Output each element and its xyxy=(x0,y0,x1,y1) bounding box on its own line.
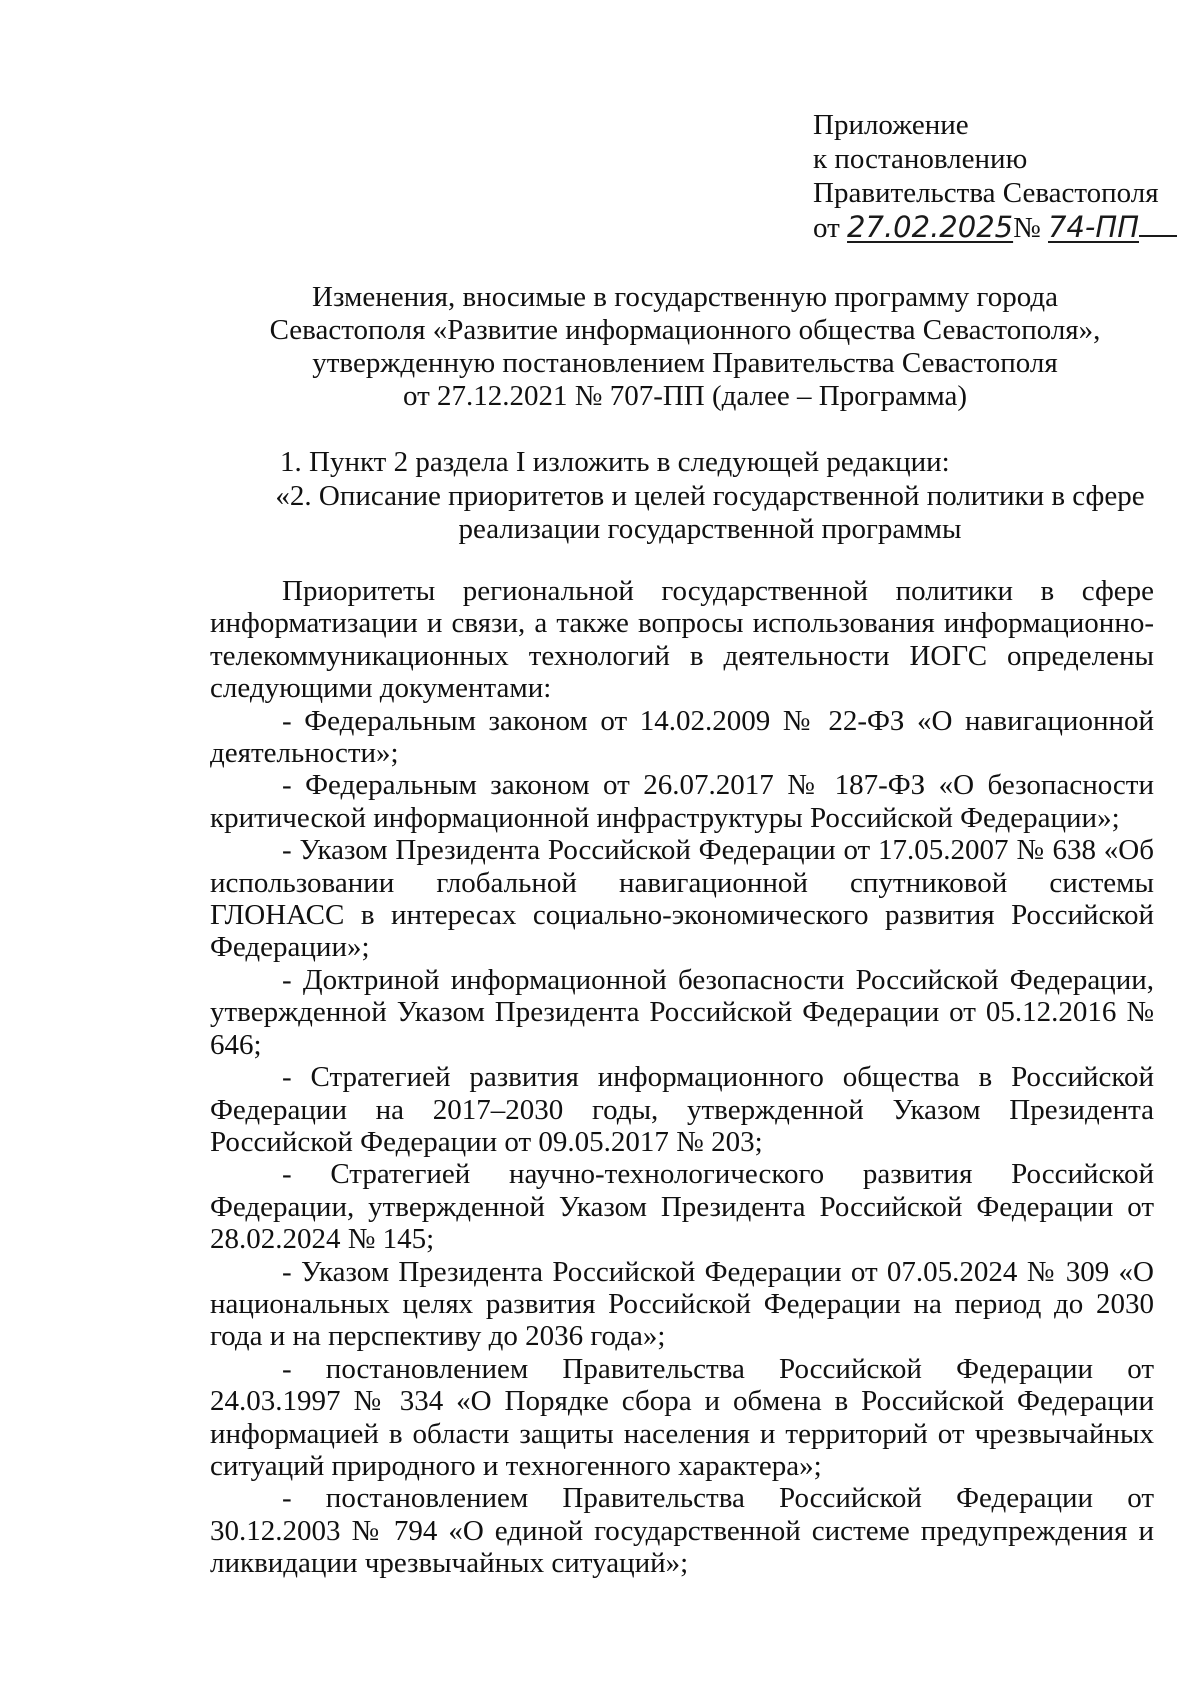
list-item: - Федеральным законом от 26.07.2017 № 187-ФЗ «О безопасности критической информационной инфраструктуры Российской Федерации»; xyxy=(210,769,1154,834)
document-body xyxy=(210,575,1154,1580)
number-underline xyxy=(1139,211,1177,237)
handwritten-date: 27.02.2025 xyxy=(847,210,1014,244)
title-line: от 27.12.2021 № 707-ПП (далее – Программа) xyxy=(403,380,967,412)
item-1: 1. Пункт 2 раздела I изложить в следующей редакции: xyxy=(280,446,950,478)
list-item: - Стратегией развития информационного общества в Российской Федерации на 2017–2030 годы, утвержденной Указом Президента Российской Федерации от 09.05.2017 № 203; xyxy=(210,1061,1154,1158)
list-item: - постановлением Правительства Российской Федерации от 30.12.2003 № 794 «О единой государственной системе предупреждения и ликвидации чрезвычайных ситуаций»; xyxy=(210,1482,1154,1580)
list-item: - Указом Президента Российской Федерации от 17.05.2007 № 638 «Об использовании глобальной навигационной спутниковой системы ГЛОНАСС в интересах социально-экономического развития Российской Федерации»; xyxy=(210,834,1154,964)
date-prefix: от xyxy=(813,212,840,244)
number-prefix: № xyxy=(1013,212,1041,244)
attachment-government-label: Правительства Севастополя xyxy=(813,177,1159,209)
list-item: - Указом Президента Российской Федерации от 07.05.2024 № 309 «О национальных целях развития Российской Федерации на период до 2030 года и на перспективу до 2036 года»; xyxy=(210,1255,1154,1353)
attachment-resolution-label: к постановлению xyxy=(813,143,1028,175)
title-line: Севастополя «Развитие информационного общества Севастополя», xyxy=(269,314,1101,346)
list-item: - постановлением Правительства Российской Федерации от 24.03.1997 № 334 «О Порядке сбора и обмена в Российской Федерации информацией в области защиты населения и территорий от чрезвычайных ситуаций природного и техногенного характера»; xyxy=(210,1352,1154,1482)
list-item: - Доктриной информационной безопасности Российской Федерации, утвержденной Указом Президента Российской Федерации от 05.12.2016 № 646; xyxy=(210,963,1154,1061)
document-title xyxy=(210,281,1160,413)
list-item: - Федеральным законом от 14.02.2009 № 22-ФЗ «О навигационной деятельности»; xyxy=(210,704,1154,770)
title-line: утвержденную постановлением Правительства Севастополя xyxy=(312,347,1058,379)
attachment-date-line xyxy=(813,210,1173,245)
attachment-label: Приложение xyxy=(813,109,969,141)
section-heading-line: реализации государственной программы xyxy=(458,513,962,545)
list-item: - Стратегией научно-технологического развития Российской Федерации, утвержденной Указом Президента Российской Федерации от 28.02.2024 № 145; xyxy=(210,1158,1154,1256)
handwritten-number: 74-ПП xyxy=(1048,210,1139,244)
attachment-header xyxy=(813,108,1173,245)
body-paragraph: Приоритеты региональной государственной политики в сфере информатизации и связи, а также вопросы использования информационно-телекоммуникационных технологий в деятельности ИОГС определены следующими документами: xyxy=(210,575,1154,705)
title-line: Изменения, вносимые в государственную программу города xyxy=(312,281,1058,313)
section-heading xyxy=(270,480,1150,546)
section-heading-line: «2. Описание приоритетов и целей государственной политики в сфере xyxy=(275,480,1145,512)
